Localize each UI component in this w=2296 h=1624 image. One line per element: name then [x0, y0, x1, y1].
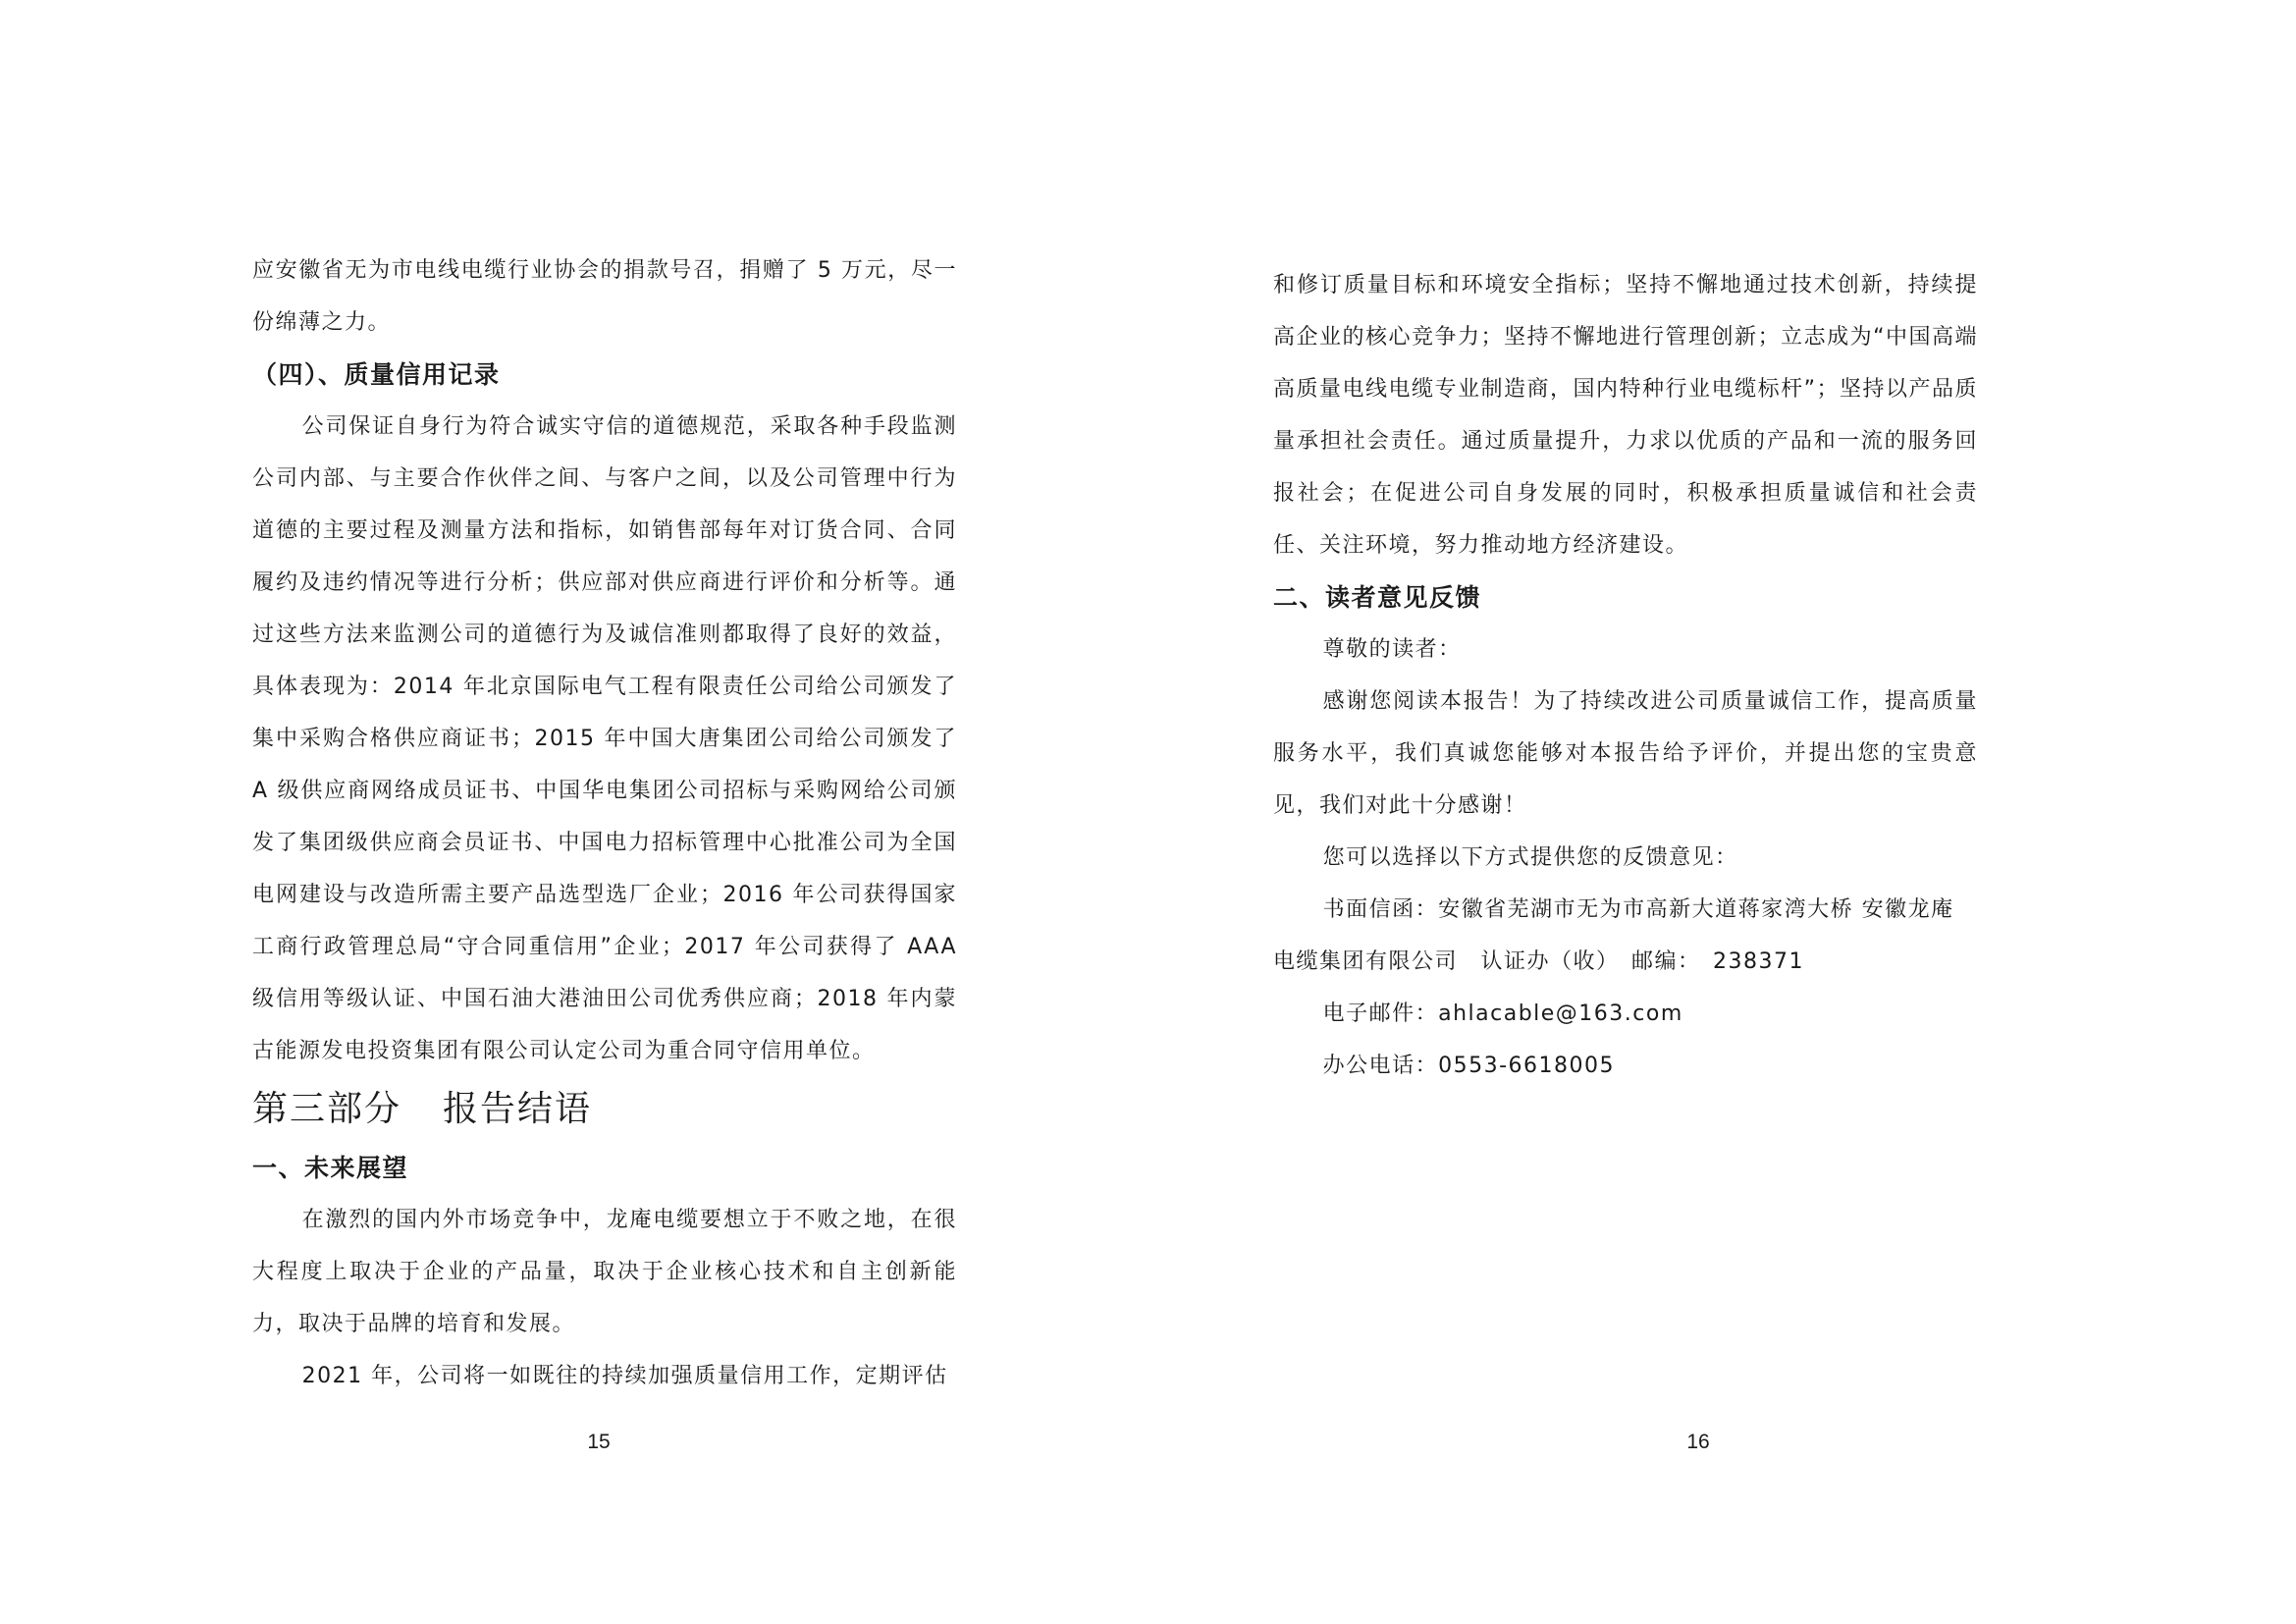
plan-2021-paragraph: 2021 年，公司将一如既往的持续加强质量信用工作，定期评估: [301, 1364, 948, 1388]
thanks-paragraph: 感谢您阅读本报告！为了持续改进公司质量诚信工作，提高质量服务水平，我们真诚您能够对本报告给予评价，并提出您的宝贵意见，我们对此十分感谢！: [1273, 689, 1978, 818]
feedback-heading: 二、读者意见反馈: [1273, 583, 1482, 612]
part-three-title: 报告结语: [443, 1089, 593, 1129]
mail-address-continued: 电缆集团有限公司 认证办（收） 邮编： 238371: [1273, 949, 1804, 974]
outlook-paragraph: 在激烈的国内外市场竞争中，龙庵电缆要想立于不败之地，在很大程度上取决于企业的产品量，取决于企业核心技术和自主创新能力，取决于品牌的培育和发展。: [252, 1208, 957, 1336]
part-three-label: 第三部分: [252, 1089, 402, 1129]
outlook-heading: 一、未来展望: [252, 1154, 409, 1182]
right-page: [1148, 0, 2296, 1624]
donation-paragraph: 应安徽省无为市电线电缆行业协会的捐款号召，捐赠了 5 万元，尽一份绵薄之力。: [252, 258, 957, 335]
page-number-left: 15: [587, 1431, 611, 1453]
part-three-heading: [252, 1077, 957, 1142]
quality-goals-paragraph: 和修订质量目标和环境安全指标；坚持不懈地通过技术创新，持续提高企业的核心竞争力；坚持不懈地进行管理创新；立志成为“中国高端高质量电线电缆专业制造商，国内特种行业电缆标杆”；坚持以产品质量承担社会责任。通过质量提升，力求以优质的产品和一流的服务回报社会；在促进公司自身发展的同时，积极承担质量诚信和社会责任、关注环境，努力推动地方经济建设。: [1273, 273, 1978, 558]
feedback-methods-intro: 您可以选择以下方式提供您的反馈意见：: [1322, 845, 1738, 870]
right-page-body: [1273, 259, 1978, 1092]
left-page-body: [252, 244, 957, 1402]
salutation: 尊敬的读者：: [1322, 637, 1462, 662]
mail-address-line: 书面信函：安徽省芜湖市无为市高新大道蒋家湾大桥 安徽龙庵: [1322, 897, 1954, 922]
quality-record-paragraph: 公司保证自身行为符合诚实守信的道德规范，采取各种手段监测公司内部、与主要合作伙伴之间、与客户之间，以及公司管理中行为道德的主要过程及测量方法和指标，如销售部每年对订货合同、合同履约及违约情况等进行分析；供应部对供应商进行评价和分析等。通过这些方法来监测公司的道德行为及诚信准则都取得了良好的效益，具体表现为：2014 年北京国际电气工程有限责任公司给公司颁发了集中采购合格供应商证书；2015 年中国大唐集团公司给公司颁发了 A 级供应商网络成员证书、中国华电集团公司招标与采购网给公司颁发了集团级供应商会员证书、中国电力招标管理中心批准公司为全国电网建设与改造所需主要产品选型选厂企业；2016 年公司获得国家工商行政管理总局“守合同重信用”企业；2017 年公司获得了 AAA 级信用等级认证、中国石油大港油田公司优秀供应商；2018 年内蒙古能源发电投资集团有限公司认定公司为重合同守信用单位。: [252, 414, 957, 1063]
email-line: 电子邮件：ahlacable@163.com: [1322, 1001, 1683, 1026]
quality-record-heading: （四）、质量信用记录: [252, 360, 501, 389]
page-number-right: 16: [1686, 1431, 1710, 1453]
phone-line: 办公电话：0553-6618005: [1322, 1054, 1616, 1078]
